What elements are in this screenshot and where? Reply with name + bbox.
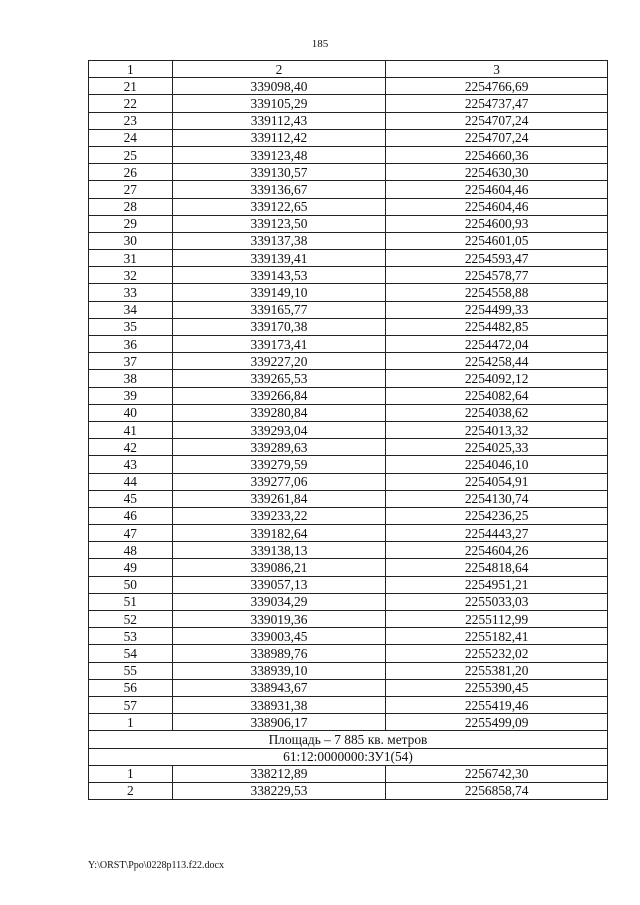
- point-number-cell: 37: [89, 353, 173, 370]
- table-row: [89, 301, 608, 318]
- x-coordinate-cell: 339289,63: [172, 439, 386, 456]
- x-coordinate-cell: 339227,20: [172, 353, 386, 370]
- table-row: [89, 782, 608, 799]
- point-number-cell: 44: [89, 473, 173, 490]
- y-coordinate-cell: 2254443,27: [386, 525, 608, 542]
- y-coordinate-cell: 2255112,99: [386, 611, 608, 628]
- point-number-cell: 21: [89, 78, 173, 95]
- table-row: [89, 765, 608, 782]
- table-row: [89, 250, 608, 267]
- x-coordinate-cell: 339136,67: [172, 181, 386, 198]
- y-coordinate-cell: 2254630,30: [386, 164, 608, 181]
- x-coordinate-cell: 339173,41: [172, 336, 386, 353]
- table-row: [89, 353, 608, 370]
- table-row: [89, 593, 608, 610]
- y-coordinate-cell: 2254558,88: [386, 284, 608, 301]
- header-cell-3: 3: [386, 61, 608, 78]
- y-coordinate-cell: 2255499,09: [386, 714, 608, 731]
- table-row: [89, 146, 608, 163]
- point-number-cell: 52: [89, 611, 173, 628]
- x-coordinate-cell: 339098,40: [172, 78, 386, 95]
- x-coordinate-cell: 338229,53: [172, 782, 386, 799]
- y-coordinate-cell: 2254025,33: [386, 439, 608, 456]
- y-coordinate-cell: 2254604,46: [386, 181, 608, 198]
- table-row: [89, 387, 608, 404]
- y-coordinate-cell: 2256858,74: [386, 782, 608, 799]
- table-header-row: [89, 61, 608, 78]
- x-coordinate-cell: 339034,29: [172, 593, 386, 610]
- table-row: [89, 645, 608, 662]
- table-row: [89, 318, 608, 335]
- file-path-footer: Y:\ORST\Ppo\0228p113.f22.docx: [88, 860, 224, 871]
- table-row: [89, 370, 608, 387]
- y-coordinate-cell: 2254660,36: [386, 146, 608, 163]
- y-coordinate-cell: 2254951,21: [386, 576, 608, 593]
- coordinates-table: [88, 60, 608, 800]
- point-number-cell: 45: [89, 490, 173, 507]
- x-coordinate-cell: 339019,36: [172, 611, 386, 628]
- area-label-row: [89, 731, 608, 748]
- x-coordinate-cell: 339261,84: [172, 490, 386, 507]
- table-row: [89, 284, 608, 301]
- point-number-cell: 22: [89, 95, 173, 112]
- table-row: [89, 421, 608, 438]
- y-coordinate-cell: 2254038,62: [386, 404, 608, 421]
- table-row: [89, 78, 608, 95]
- x-coordinate-cell: 339139,41: [172, 250, 386, 267]
- point-number-cell: 35: [89, 318, 173, 335]
- y-coordinate-cell: 2254130,74: [386, 490, 608, 507]
- table-row: [89, 542, 608, 559]
- x-coordinate-cell: 339122,65: [172, 198, 386, 215]
- table-row: [89, 696, 608, 713]
- table-row: [89, 439, 608, 456]
- x-coordinate-cell: 338931,38: [172, 696, 386, 713]
- point-number-cell: 25: [89, 146, 173, 163]
- x-coordinate-cell: 339112,43: [172, 112, 386, 129]
- table-row: [89, 198, 608, 215]
- point-number-cell: 39: [89, 387, 173, 404]
- y-coordinate-cell: 2254818,64: [386, 559, 608, 576]
- x-coordinate-cell: 339086,21: [172, 559, 386, 576]
- x-coordinate-cell: 339265,53: [172, 370, 386, 387]
- area-label: Площадь – 7 885 кв. метров: [89, 731, 608, 748]
- y-coordinate-cell: 2254258,44: [386, 353, 608, 370]
- x-coordinate-cell: 339137,38: [172, 232, 386, 249]
- point-number-cell: 23: [89, 112, 173, 129]
- point-number-cell: 42: [89, 439, 173, 456]
- point-number-cell: 1: [89, 714, 173, 731]
- table-row: [89, 525, 608, 542]
- y-coordinate-cell: 2254499,33: [386, 301, 608, 318]
- table-row: [89, 232, 608, 249]
- point-number-cell: 51: [89, 593, 173, 610]
- point-number-cell: 29: [89, 215, 173, 232]
- y-coordinate-cell: 2254054,91: [386, 473, 608, 490]
- point-number-cell: 55: [89, 662, 173, 679]
- table-row: [89, 267, 608, 284]
- point-number-cell: 43: [89, 456, 173, 473]
- point-number-cell: 2: [89, 782, 173, 799]
- table-row: [89, 181, 608, 198]
- x-coordinate-cell: 339123,50: [172, 215, 386, 232]
- header-cell-2: 2: [172, 61, 386, 78]
- parcel-id-label: 61:12:0000000:ЗУ1(54): [89, 748, 608, 765]
- x-coordinate-cell: 338212,89: [172, 765, 386, 782]
- y-coordinate-cell: 2255232,02: [386, 645, 608, 662]
- point-number-cell: 49: [89, 559, 173, 576]
- x-coordinate-cell: 339057,13: [172, 576, 386, 593]
- x-coordinate-cell: 339170,38: [172, 318, 386, 335]
- table-row: [89, 129, 608, 146]
- point-number-cell: 54: [89, 645, 173, 662]
- y-coordinate-cell: 2254604,46: [386, 198, 608, 215]
- header-cell-1: 1: [89, 61, 173, 78]
- y-coordinate-cell: 2254092,12: [386, 370, 608, 387]
- point-number-cell: 1: [89, 765, 173, 782]
- point-number-cell: 31: [89, 250, 173, 267]
- table-row: [89, 164, 608, 181]
- table-row: [89, 714, 608, 731]
- table-row: [89, 576, 608, 593]
- point-number-cell: 48: [89, 542, 173, 559]
- table-row: [89, 628, 608, 645]
- table-row: [89, 95, 608, 112]
- point-number-cell: 46: [89, 507, 173, 524]
- table-row: [89, 112, 608, 129]
- x-coordinate-cell: 339143,53: [172, 267, 386, 284]
- y-coordinate-cell: 2254601,05: [386, 232, 608, 249]
- y-coordinate-cell: 2254482,85: [386, 318, 608, 335]
- x-coordinate-cell: 339003,45: [172, 628, 386, 645]
- point-number-cell: 56: [89, 679, 173, 696]
- y-coordinate-cell: 2255182,41: [386, 628, 608, 645]
- y-coordinate-cell: 2255381,20: [386, 662, 608, 679]
- y-coordinate-cell: 2254578,77: [386, 267, 608, 284]
- y-coordinate-cell: 2254046,10: [386, 456, 608, 473]
- table-row: [89, 679, 608, 696]
- table-row: [89, 490, 608, 507]
- y-coordinate-cell: 2254593,47: [386, 250, 608, 267]
- y-coordinate-cell: 2254707,24: [386, 129, 608, 146]
- x-coordinate-cell: 339182,64: [172, 525, 386, 542]
- y-coordinate-cell: 2254707,24: [386, 112, 608, 129]
- x-coordinate-cell: 339280,84: [172, 404, 386, 421]
- x-coordinate-cell: 338939,10: [172, 662, 386, 679]
- table-row: [89, 611, 608, 628]
- point-number-cell: 57: [89, 696, 173, 713]
- parcel-id-label-row: [89, 748, 608, 765]
- y-coordinate-cell: 2254472,04: [386, 336, 608, 353]
- table-row: [89, 336, 608, 353]
- point-number-cell: 33: [89, 284, 173, 301]
- point-number-cell: 27: [89, 181, 173, 198]
- x-coordinate-cell: 339279,59: [172, 456, 386, 473]
- x-coordinate-cell: 339130,57: [172, 164, 386, 181]
- y-coordinate-cell: 2255033,03: [386, 593, 608, 610]
- table-row: [89, 215, 608, 232]
- table-row: [89, 559, 608, 576]
- x-coordinate-cell: 339165,77: [172, 301, 386, 318]
- point-number-cell: 24: [89, 129, 173, 146]
- y-coordinate-cell: 2254766,69: [386, 78, 608, 95]
- point-number-cell: 40: [89, 404, 173, 421]
- y-coordinate-cell: 2255419,46: [386, 696, 608, 713]
- point-number-cell: 30: [89, 232, 173, 249]
- point-number-cell: 36: [89, 336, 173, 353]
- point-number-cell: 47: [89, 525, 173, 542]
- point-number-cell: 34: [89, 301, 173, 318]
- table-row: [89, 456, 608, 473]
- point-number-cell: 28: [89, 198, 173, 215]
- point-number-cell: 50: [89, 576, 173, 593]
- y-coordinate-cell: 2255390,45: [386, 679, 608, 696]
- point-number-cell: 32: [89, 267, 173, 284]
- y-coordinate-cell: 2254737,47: [386, 95, 608, 112]
- x-coordinate-cell: 339293,04: [172, 421, 386, 438]
- x-coordinate-cell: 339123,48: [172, 146, 386, 163]
- table-row: [89, 404, 608, 421]
- x-coordinate-cell: 339105,29: [172, 95, 386, 112]
- point-number-cell: 26: [89, 164, 173, 181]
- x-coordinate-cell: 339112,42: [172, 129, 386, 146]
- coordinates-table-body: [89, 61, 608, 800]
- x-coordinate-cell: 339149,10: [172, 284, 386, 301]
- x-coordinate-cell: 339277,06: [172, 473, 386, 490]
- y-coordinate-cell: 2254082,64: [386, 387, 608, 404]
- y-coordinate-cell: 2254013,32: [386, 421, 608, 438]
- point-number-cell: 41: [89, 421, 173, 438]
- point-number-cell: 53: [89, 628, 173, 645]
- y-coordinate-cell: 2256742,30: [386, 765, 608, 782]
- y-coordinate-cell: 2254604,26: [386, 542, 608, 559]
- table-row: [89, 473, 608, 490]
- x-coordinate-cell: 338989,76: [172, 645, 386, 662]
- x-coordinate-cell: 339266,84: [172, 387, 386, 404]
- x-coordinate-cell: 339138,13: [172, 542, 386, 559]
- point-number-cell: 38: [89, 370, 173, 387]
- x-coordinate-cell: 339233,22: [172, 507, 386, 524]
- y-coordinate-cell: 2254236,25: [386, 507, 608, 524]
- x-coordinate-cell: 338906,17: [172, 714, 386, 731]
- table-row: [89, 662, 608, 679]
- y-coordinate-cell: 2254600,93: [386, 215, 608, 232]
- table-row: [89, 507, 608, 524]
- x-coordinate-cell: 338943,67: [172, 679, 386, 696]
- page-number: 185: [311, 38, 329, 50]
